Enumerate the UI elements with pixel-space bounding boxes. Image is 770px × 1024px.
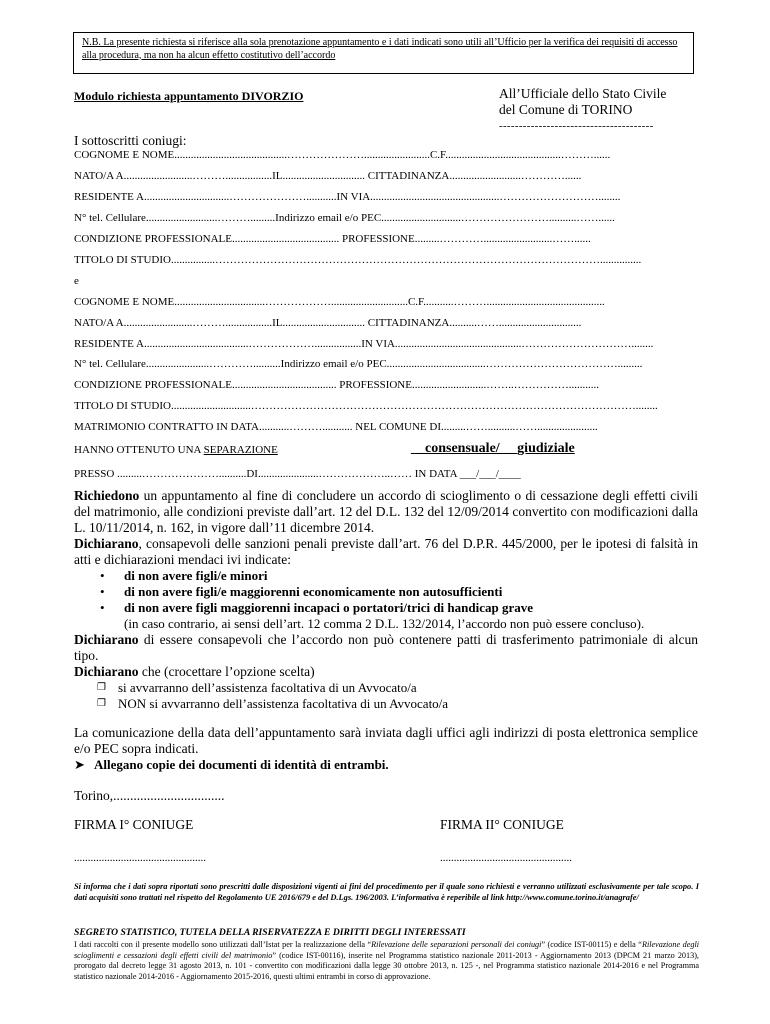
separation-label: SEPARAZIONE — [203, 444, 278, 456]
form-title: Modulo richiesta appuntamento DIVORZIO — [74, 89, 304, 103]
dichiarano-2-bold: Dichiarano — [74, 632, 139, 647]
recipient-block — [499, 86, 666, 134]
communication-paragraph: La comunicazione della data dell’appuntamento sarà inviata dagli uffici agli indirizzi di posta elettronica semplice e/o PEC sopra indicati. — [74, 725, 698, 756]
spouse1-profession-field[interactable]: CONDIZIONE PROFESSIONALE....................................... PROFESSIONE.........………….........................……...... — [74, 233, 591, 245]
spouse2-birth-field[interactable]: NATO/A A.........................……….................IL.............................. CITTADINANZA..........…….............................. — [74, 317, 582, 329]
signature-label-2: FIRMA II° CONIUGE — [440, 817, 564, 832]
statistical-survey-2: Rilevazione degli scioglimenti e cessazioni degli effetti civili del matrimonio — [74, 940, 699, 960]
bullet-item-3: di non avere figli maggiorenni incapaci o portatori/trici di handicap grave — [124, 600, 534, 615]
bullet-dot-icon: • — [100, 600, 105, 615]
intro-text: I sottoscritti coniugi: — [74, 133, 187, 148]
recipient-line-2: del Comune di TORINO — [499, 102, 633, 117]
signature-line-2[interactable]: ................................................ — [440, 852, 572, 864]
recipient-line-1: All’Ufficiale dello Stato Civile — [499, 86, 667, 101]
spouse2-education-field[interactable]: TITOLO DI STUDIO.............................……………………………………………………………………………………………........ — [74, 400, 658, 412]
dichiarano-1-text: , consapevoli delle sanzioni penali previste dall’art. 76 del D.P.R. 445/2000, per le ipotesi di falsità in atti e dichiarazioni mendaci ivi indicate: — [74, 536, 698, 567]
separation-row — [74, 444, 278, 456]
attachments-statement: Allegano copie dei documenti di identità di entrambi. — [94, 757, 389, 772]
bullet-dot-icon: • — [100, 584, 105, 599]
dichiarano-paragraph-3 — [74, 664, 698, 680]
statistical-text-part-2: ” (codice IST-00115) e della “ — [541, 940, 642, 949]
richiedono-bold: Richiedono — [74, 488, 140, 503]
spouse1-birth-field[interactable]: NATO/A A.........................……….................IL.............................. CITTADINANZA..........................…………...... — [74, 170, 582, 182]
dichiarano-paragraph-2 — [74, 632, 698, 664]
statistical-text-part-3: ” (codice IST-00116), inserite nel Programma statistico nazionale 2011-2013 - Aggiornamento 2013 (DPCM 21 marzo 2013), prorogato dal decreto legge 31 agosto 2013, n. 101 - convertito con modificazioni dalla legge 30 ottobre 2013, n. 125 -, nel Programma statistico nazionale 2014-2016 e nel Programma statistico nazionale 2014-2016 - Aggiornamento 2015-2016, questi ultimi entrambi in corso di approvazione. — [74, 950, 699, 981]
bullet-dot-icon: • — [100, 568, 105, 583]
separation-prefix: HANNO OTTENUTO UNA — [74, 444, 204, 456]
statistical-secret-text — [74, 940, 699, 982]
marriage-field[interactable]: MATRIMONIO CONTRATTO IN DATA...........………........... NEL COMUNE DI.........……..........……...................... — [74, 421, 598, 433]
nb-notice-text: N.B. La presente richiesta si riferisce alla sola prenotazione appuntamento e i dati indicati sono utili all’Ufficio per la verifica dei requisiti di accesso alla procedura, ma non ha alcun effetto costitutivo dell’accordo — [82, 37, 678, 61]
presso-field[interactable]: PRESSO .........…………………..........DI......................………………..…… IN DATA ___/___/____ — [74, 468, 521, 480]
spouse1-residence-field[interactable]: RESIDENTE A...............................…………………...........IN VIA...............................................………………………........ — [74, 191, 621, 203]
conjunction-e: e — [74, 275, 79, 287]
statistical-survey-1: Rilevazione delle separazioni personali dei coniugi — [371, 940, 542, 949]
checkbox-option-2: NON si avvarranno dell’assistenza facoltativa di un Avvocato/a — [118, 696, 449, 711]
signature-line-1[interactable]: ................................................ — [74, 852, 206, 864]
richiedono-text: un appuntamento al fine di concludere un accordo di scioglimento o di cessazione degli effetti civili del matrimonio, alle condizioni previste dall’art. 12 del D.L. 132 del 12/09/2014 convertito con modificazioni dalla L. 10/11/2014, n. 162, in vigore dall’11 dicembre 2014. — [74, 488, 698, 535]
separation-options[interactable]: __consensuale/ __giudiziale — [411, 441, 575, 456]
dichiarano-3-bold: Dichiarano — [74, 664, 139, 679]
arrow-bullet-icon: ➤ — [74, 757, 85, 772]
spouse2-name-field[interactable]: COGNOME E NOME.................................………………............................C.F...........………........................................... — [74, 296, 605, 308]
statistical-text-part-1: I dati raccolti con il presente modello sono utilizzati dall’Istat per la realizzazione della “ — [74, 940, 372, 949]
spouse1-name-field[interactable]: COGNOME E NOME.........................................…………………........................C.F..........................................………...... — [74, 149, 611, 161]
recipient-rule: --------------------------------------- — [499, 120, 654, 132]
spouse1-education-field[interactable]: TITOLO DI STUDIO................……………………………………………………………………………………………............... — [74, 254, 642, 266]
place-date-field[interactable]: Torino,................................. — [74, 788, 225, 803]
dichiarano-paragraph-1 — [74, 536, 698, 568]
bullet-item-1: di non avere figli/e minori — [124, 568, 268, 583]
dichiarano-2-text: di essere consapevoli che l’accordo non può contenere patti di trasferimento patrimoniale di alcun tipo. — [74, 632, 698, 663]
spouse1-contact-field[interactable]: N° tel. Cellulare..........................……….........Indirizzo email e/o PEC.............................……………………..........……...... — [74, 212, 615, 224]
richiedono-paragraph — [74, 488, 698, 536]
spouse2-profession-field[interactable]: CONDIZIONE PROFESSIONALE...................................... PROFESSIONE...........................……..……………........... — [74, 379, 599, 391]
checkbox-icon[interactable]: ❐ — [97, 698, 106, 709]
checkbox-icon[interactable]: ❐ — [97, 682, 106, 693]
dichiarano-1-bold: Dichiarano — [74, 536, 139, 551]
statistical-secret-title: SEGRETO STATISTICO, TUTELA DELLA RISERVATEZZA E DIRITTI DEGLI INTERESSATI — [74, 927, 466, 938]
bullet-note: (in caso contrario, ai sensi dell’art. 12 comma 2 D.L. 132/2014, l’accordo non può essere concluso). — [124, 616, 645, 631]
signature-label-1: FIRMA I° CONIUGE — [74, 817, 194, 832]
spouse2-contact-field[interactable]: N° tel. Cellulare.......................…………..........Indirizzo email e/o PEC....................................………………………………......... — [74, 358, 643, 370]
spouse2-residence-field[interactable]: RESIDENTE A......................................……………….................IN VIA..............................................…………………………........ — [74, 338, 654, 350]
checkbox-option-1: si avvarranno dell’assistenza facoltativa di un Avvocato/a — [118, 680, 417, 695]
dichiarano-3-text: che (crocettare l’opzione scelta) — [138, 664, 315, 679]
nb-notice-box — [73, 32, 694, 74]
bullet-item-2: di non avere figli/e maggiorenni economicamente non autosufficienti — [124, 584, 503, 599]
privacy-notice: Si informa che i dati sopra riportati sono prescritti dalle disposizioni vigenti ai fini del procedimento per il quale sono richiesti e verranno utilizzati esclusivamente per tale scopo. I dati acquisiti sono trattati nel rispetto del Regolamento UE 2016/679 e del D.Lgs. 196/2003. L’informativa è reperibile al link http://www.comune.torino.it/anagrafe/ — [74, 882, 699, 903]
